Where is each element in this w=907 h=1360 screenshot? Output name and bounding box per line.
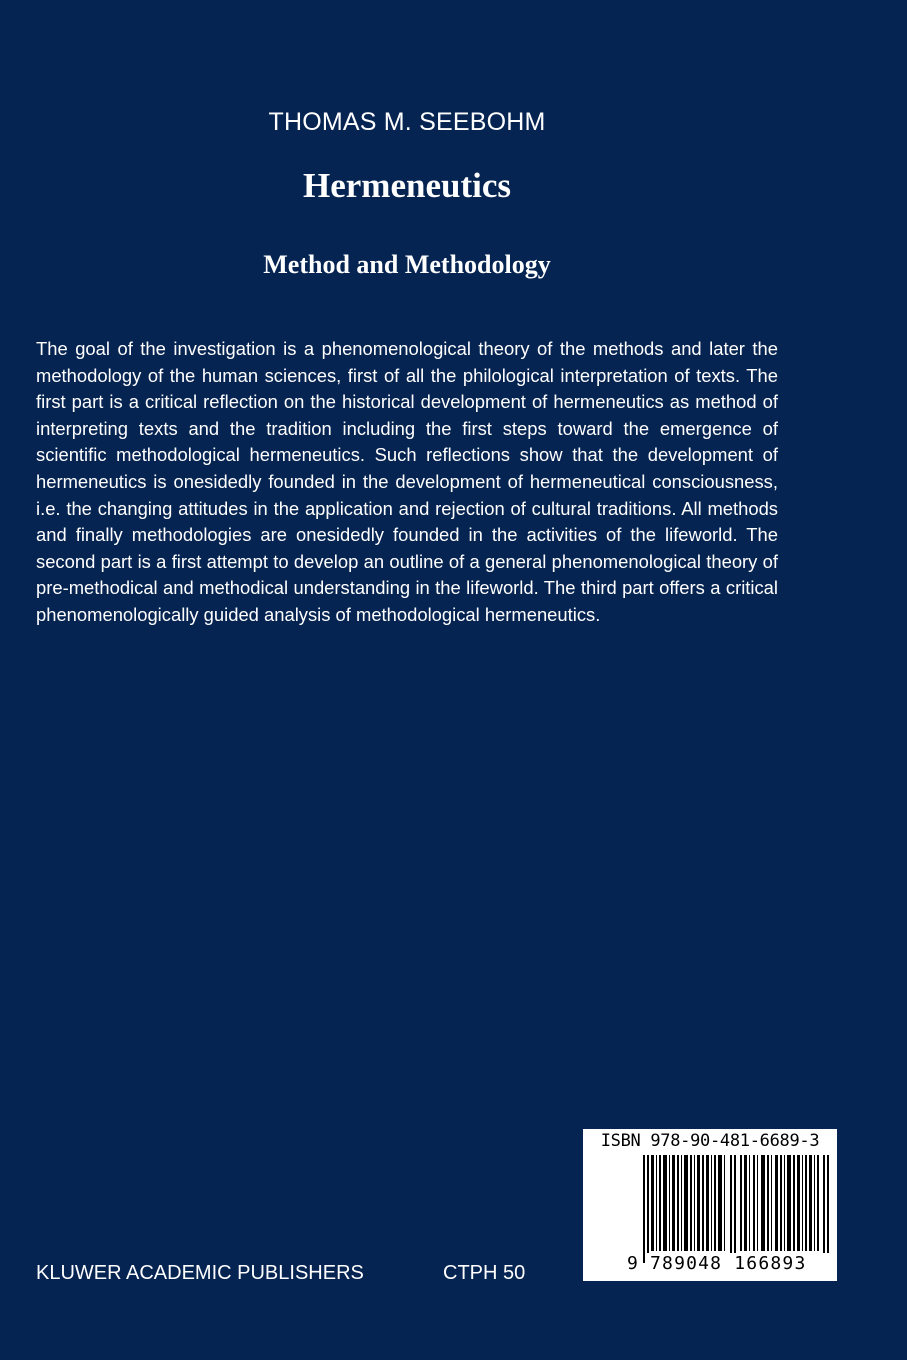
ean-first-digit: 9 <box>627 1253 638 1274</box>
book-description: The goal of the investigation is a phenomenological theory of the methods and later the methodology of the human sciences, first of all the philological interpretation of texts. The first part is a critical reflection on the historical development of hermeneutics as method of interpreting texts and the tradition including the first steps toward the emergence of scientific methodological hermeneutics. Such reflections show that the development of hermeneutics is onesidedly founded in the development of hermeneutical consciousness, i.e. the changing attitudes in the application and rejection of cultural traditions. All methods and finally methodologies are onesidedly founded in the activities of the lifeworld. The second part is a first attempt to develop an outline of a general phenomenological theory of pre-methodical and methodical understanding in the lifeworld. The third part offers a critical phenomenologically guided analysis of methodological hermeneutics. <box>36 338 778 625</box>
series-code: CTPH 50 <box>443 1262 526 1284</box>
author-name: THOMAS M. SEEBOHM <box>268 108 546 136</box>
publisher-name: KLUWER ACADEMIC PUBLISHERS <box>36 1262 364 1284</box>
isbn-barcode <box>583 1129 837 1281</box>
book-subtitle: Method and Methodology <box>263 250 551 279</box>
isbn-number: ISBN 978-90-481-6689-3 <box>600 1131 820 1151</box>
ean-digits: 789048 166893 <box>647 1253 836 1274</box>
book-title: Hermeneutics <box>303 166 511 205</box>
barcode-bars <box>641 1155 831 1263</box>
